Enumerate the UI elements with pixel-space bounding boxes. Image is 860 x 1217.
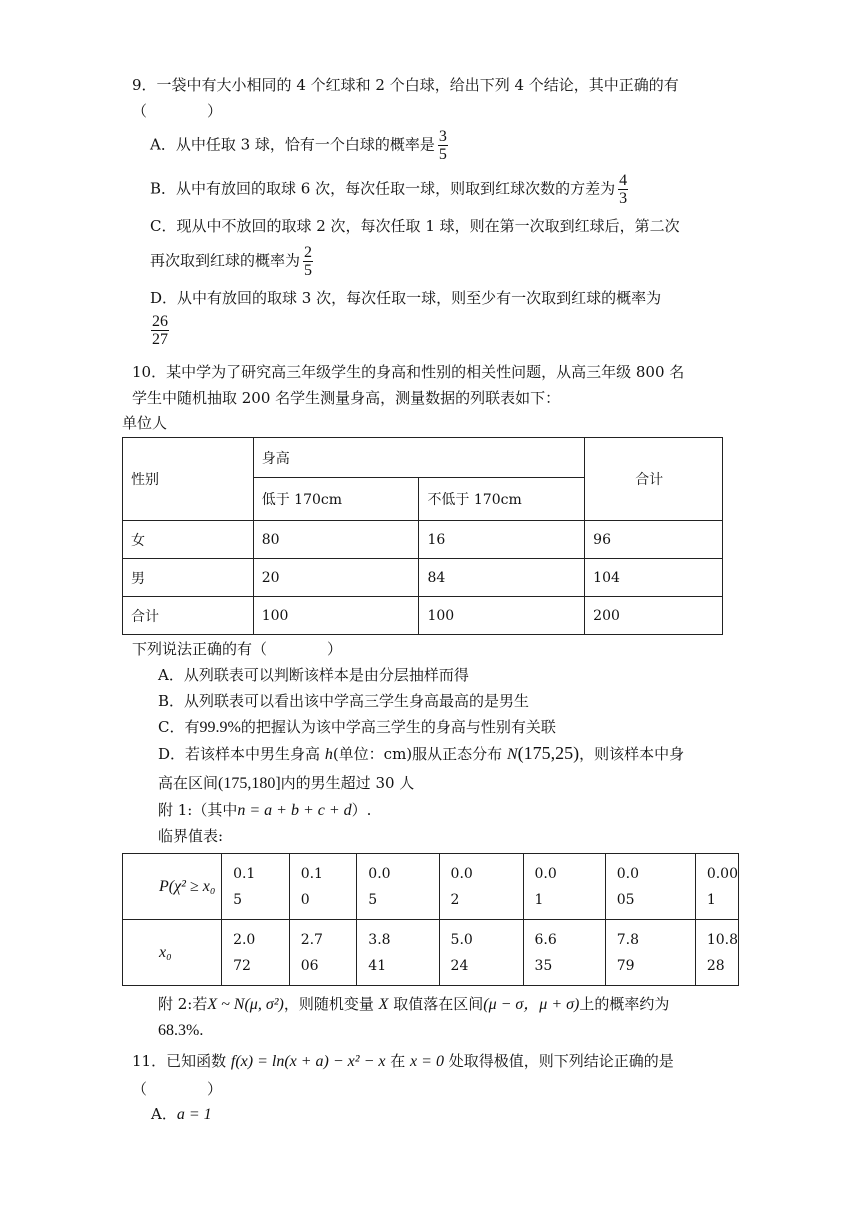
numerator: 4 <box>619 172 628 189</box>
q11-option-a <box>151 1103 212 1124</box>
q10-option-d-interval-suffix: 内的男生超过 30 人 <box>280 774 415 792</box>
p-label-text: P(χ² ≥ x₀ <box>159 877 216 895</box>
q9-answer-paren: （ ） <box>132 102 223 120</box>
q9-option-d-line1: D．从中有放回的取球 3 次，每次任取一球，则至少有一次取到红球的概率为 <box>150 289 662 307</box>
table-cell: 84 <box>419 559 585 597</box>
q11-option-a-value: a = 1 <box>176 1106 212 1123</box>
table-cell <box>222 920 290 986</box>
cell-top: 0.00 <box>706 865 738 882</box>
var-N: N <box>506 746 518 763</box>
contingency-table <box>122 437 723 635</box>
cell-top: 5.0 <box>450 931 473 948</box>
q10-option-b: B．从列联表可以看出该中学高三学生身高最高的是男生 <box>158 692 530 710</box>
q11-stem <box>132 1050 674 1071</box>
fraction <box>618 172 628 207</box>
cell-bottom: 28 <box>706 957 725 974</box>
table-cell: 20 <box>253 559 419 597</box>
table-row <box>123 521 723 559</box>
q11-point: x = 0 <box>410 1053 444 1070</box>
table-cell <box>222 854 290 920</box>
denominator: 5 <box>438 146 447 163</box>
cell-top: 3.8 <box>368 931 391 948</box>
table-cell <box>605 854 695 920</box>
appendix-2-mid2: 取值落在区间 <box>393 995 484 1013</box>
cell-bottom: 1 <box>706 891 716 908</box>
cell-top: 0.0 <box>368 865 391 882</box>
table-cell: 合计 <box>123 597 254 635</box>
header-at-least-170: 不低于 170cm <box>419 478 585 521</box>
q10-option-c-percent: 99.9% <box>199 719 241 736</box>
cell-top: 0.0 <box>450 865 473 882</box>
cell-top: 6.6 <box>534 931 557 948</box>
appendix-1-suffix: ）. <box>351 801 372 819</box>
denominator: 5 <box>304 262 313 279</box>
x0-label <box>123 920 222 986</box>
q11-option-a-label: A． <box>151 1105 177 1123</box>
q10-option-d-line2 <box>158 772 414 793</box>
critical-table-title: 临界值表: <box>158 827 224 845</box>
q9-stem: 9．一袋中有大小相同的 4 个红球和 2 个白球，给出下列 4 个结论，其中正确的有 <box>132 76 679 94</box>
cell-top: 2.0 <box>233 931 256 948</box>
table-cell <box>289 854 357 920</box>
fraction <box>438 128 448 163</box>
table-cell: 男 <box>123 559 254 597</box>
cell-top: 0.1 <box>300 865 323 882</box>
q10-option-d-line1 <box>158 743 684 764</box>
appendix-1-formula: n = a + b + c + d <box>237 802 352 819</box>
var-X: X <box>378 996 389 1013</box>
q10-option-d-suffix: ，则该样本中身 <box>579 745 685 763</box>
table-cell <box>605 920 695 986</box>
cell-top: 0.1 <box>233 865 256 882</box>
table-row <box>123 559 723 597</box>
table-cell: 200 <box>585 597 723 635</box>
cell-bottom: 41 <box>368 957 387 974</box>
table-cell: 女 <box>123 521 254 559</box>
q10-stem-line2: 学生中随机抽取 200 名学生测量身高，测量数据的列联表如下： <box>132 389 561 407</box>
q9-option-a-text: A．从中任取 3 球，恰有一个白球的概率是 <box>150 135 435 154</box>
table-cell <box>357 920 439 986</box>
fraction <box>151 313 169 348</box>
table-cell <box>695 854 738 920</box>
var-h: h <box>324 746 333 763</box>
fraction <box>303 244 313 279</box>
table-cell: 100 <box>253 597 419 635</box>
q9-option-c-line2 <box>150 244 313 279</box>
table-cell <box>289 920 357 986</box>
table-cell <box>357 854 439 920</box>
table-cell: 104 <box>585 559 723 597</box>
p-label <box>123 854 222 920</box>
cell-top: 0.0 <box>616 865 640 882</box>
q11-stem-suffix: 处取得极值，则下列结论正确的是 <box>448 1052 674 1070</box>
normal-params: (175,25) <box>517 743 580 763</box>
q9-option-b-text: B．从中有放回的取球 6 次，每次任取一球，则取到红球次数的方差为 <box>150 179 616 198</box>
q10-prompt: 下列说法正确的有（ ） <box>132 640 343 658</box>
q11-function: f(x) = ln(x + a) − x² − x <box>230 1053 386 1070</box>
table-cell <box>523 854 605 920</box>
q10-option-d-prefix: D．若该样本中男生身高 <box>158 745 321 763</box>
q9-option-c-text: 再次取到红球的概率为 <box>150 251 301 270</box>
q10-option-c-suffix: 的把握认为该中学高三学生的身高与性别有关联 <box>240 718 556 736</box>
table-cell: 96 <box>585 521 723 559</box>
appendix-2-probability: 68.3%. <box>158 1022 204 1039</box>
cell-top: 10.8 <box>706 931 738 948</box>
appendix-2-dist: X ~ N(μ, σ²) <box>207 996 284 1013</box>
q9-option-d-fraction <box>151 313 169 348</box>
table-cell: 100 <box>419 597 585 635</box>
cell-bottom: 35 <box>534 957 553 974</box>
q10-unit: 单位人 <box>122 414 168 432</box>
cell-bottom: 72 <box>233 957 251 974</box>
q10-option-c <box>158 716 556 737</box>
cell-bottom: 24 <box>450 957 469 974</box>
q10-option-d-unit: (单位：cm)服从正态分布 <box>332 745 503 763</box>
table-cell <box>439 920 523 986</box>
interval: (175,180] <box>218 775 281 792</box>
appendix-2-interval: (μ − σ，μ + σ) <box>483 996 580 1013</box>
appendix-2-suffix: 上的概率约为 <box>579 995 670 1013</box>
cell-bottom: 5 <box>368 891 378 908</box>
q9-option-a <box>150 128 448 163</box>
cell-bottom: 0 <box>300 891 310 908</box>
q10-stem-line1: 10．某中学为了研究高三年级学生的身高和性别的相关性问题，从高三年级 800 名 <box>132 363 685 381</box>
q11-stem-mid: 在 <box>390 1052 406 1070</box>
numerator: 2 <box>304 244 313 261</box>
q11-stem-prefix: 11．已知函数 <box>132 1052 227 1070</box>
denominator: 3 <box>619 190 628 207</box>
cell-bottom: 2 <box>450 891 460 908</box>
cell-top: 0.0 <box>534 865 557 882</box>
cell-bottom: 1 <box>534 891 544 908</box>
q9-option-b <box>150 172 628 207</box>
header-below-170: 低于 170cm <box>253 478 419 521</box>
table-cell: 80 <box>253 521 419 559</box>
numerator: 3 <box>438 128 447 145</box>
table-cell <box>523 920 605 986</box>
cell-bottom: 5 <box>233 891 242 908</box>
table-row <box>123 920 739 986</box>
cell-bottom: 79 <box>616 957 635 974</box>
cell-bottom: 06 <box>300 957 319 974</box>
denominator: 27 <box>152 331 168 348</box>
header-total: 合计 <box>585 438 723 521</box>
q10-option-a: A．从列联表可以判断该样本是由分层抽样而得 <box>158 666 469 684</box>
q10-option-d-interval-prefix: 高在区间 <box>158 774 219 792</box>
table-row <box>123 854 739 920</box>
table-row <box>123 597 723 635</box>
table-cell: 16 <box>419 521 585 559</box>
cell-bottom: 05 <box>616 891 635 908</box>
header-height: 身高 <box>253 438 584 478</box>
cell-top: 7.8 <box>616 931 640 948</box>
cell-top: 2.7 <box>300 931 323 948</box>
q9-option-c-line1: C．现从中不放回的取球 2 次，每次任取 1 球，则在第一次取到红球后，第二次 <box>150 217 680 235</box>
table-cell <box>439 854 523 920</box>
header-gender: 性别 <box>123 438 254 521</box>
x0-label-text: x₀ <box>159 943 172 961</box>
q10-option-c-prefix: C．有 <box>158 718 200 736</box>
appendix-2-prefix: 附 2:若 <box>158 995 208 1013</box>
q11-answer-paren: （ ） <box>132 1080 223 1098</box>
appendix-1 <box>158 799 371 820</box>
table-cell <box>695 920 738 986</box>
critical-value-table <box>122 853 739 986</box>
appendix-2-mid: ，则随机变量 <box>283 995 374 1013</box>
appendix-2-line1 <box>158 991 669 1014</box>
appendix-1-prefix: 附 1:（其中 <box>158 801 238 819</box>
numerator: 26 <box>152 313 168 330</box>
